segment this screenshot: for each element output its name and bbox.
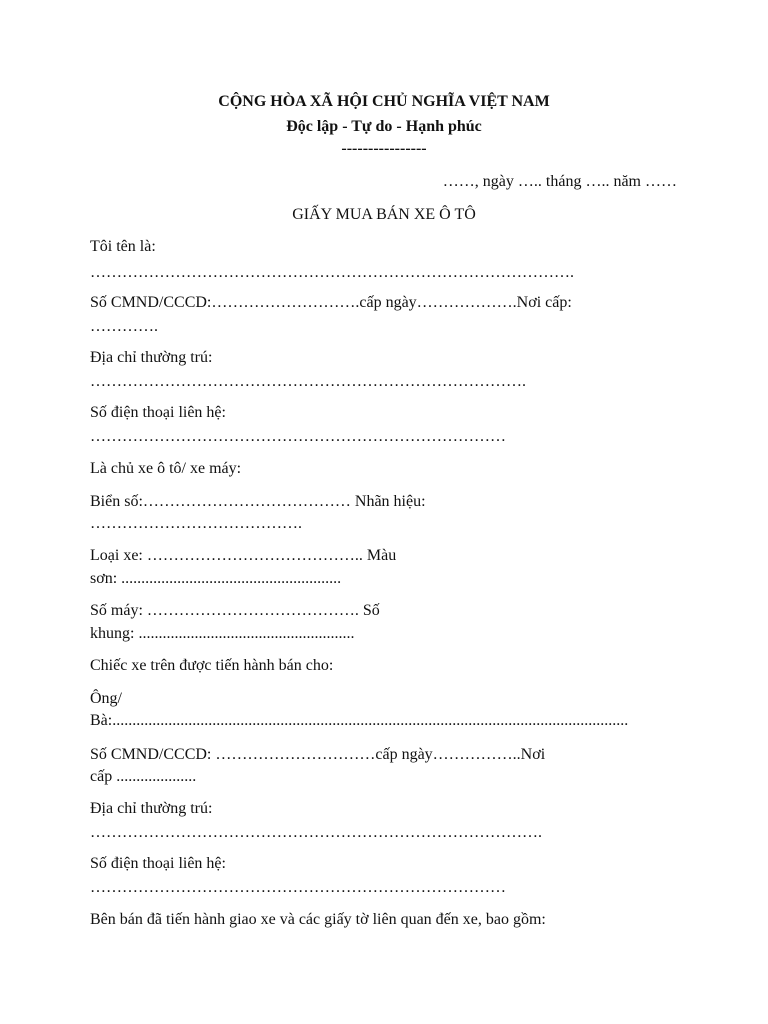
vehicle-color-line: sơn: ....................................................... [90,570,342,587]
buyer-address-field: …………………………………………………………………………. [90,824,542,841]
vehicle-chassis-line: khung: ...................................................... [90,625,355,642]
buyer-name-line: Bà:................................................................................................................................. [90,712,629,729]
vehicle-brand-field: …………………………………. [90,515,302,532]
vehicle-owner-line: Là chủ xe ô tô/ xe máy: [90,460,242,477]
buyer-title-line: Ông/ [90,690,122,707]
seller-address-field: ………………………………………………………………………. [90,373,526,390]
national-motto: Độc lập - Tự do - Hạnh phúc [286,118,482,135]
seller-name-field: ………………………………………………………………………………. [90,264,574,281]
vehicle-engine-line: Số máy: …………………………………. Số [90,602,380,619]
vehicle-plate-line: Biển số:………………………………… Nhãn hiệu: [90,493,426,510]
header-divider: ---------------- [341,140,427,157]
buyer-phone-label: Số điện thoại liên hệ: [90,855,226,872]
date-line: ……, ngày ….. tháng ….. năm …… [442,173,677,190]
handover-line: Bên bán đã tiến hành giao xe và các giấy tờ liên quan đến xe, bao gồm: [90,911,546,928]
buyer-id-issue-line: cấp .................... [90,768,197,785]
national-title: CỘNG HÒA XÃ HỘI CHỦ NGHĨA VIỆT NAM [218,93,550,110]
document-title: GIẤY MUA BÁN XE Ô TÔ [292,206,476,223]
seller-name-label: Tôi tên là: [90,238,156,255]
vehicle-type-line: Loại xe: ………………………………….. Màu [90,547,397,564]
buyer-address-label: Địa chỉ thường trú: [90,800,213,817]
seller-id-issue-field: …………. [90,318,158,335]
seller-id-line: Số CMND/CCCD:……………………….cấp ngày……………….Nơi cấp: [90,294,572,311]
buyer-id-line: Số CMND/CCCD: …………………………cấp ngày……………..Nơi [90,746,546,763]
buyer-phone-field: …………………………………………………………………… [90,879,506,896]
transfer-line: Chiếc xe trên được tiến hành bán cho: [90,657,334,674]
seller-phone-label: Số điện thoại liên hệ: [90,404,226,421]
seller-address-label: Địa chỉ thường trú: [90,349,213,366]
seller-phone-field: …………………………………………………………………… [90,428,506,445]
